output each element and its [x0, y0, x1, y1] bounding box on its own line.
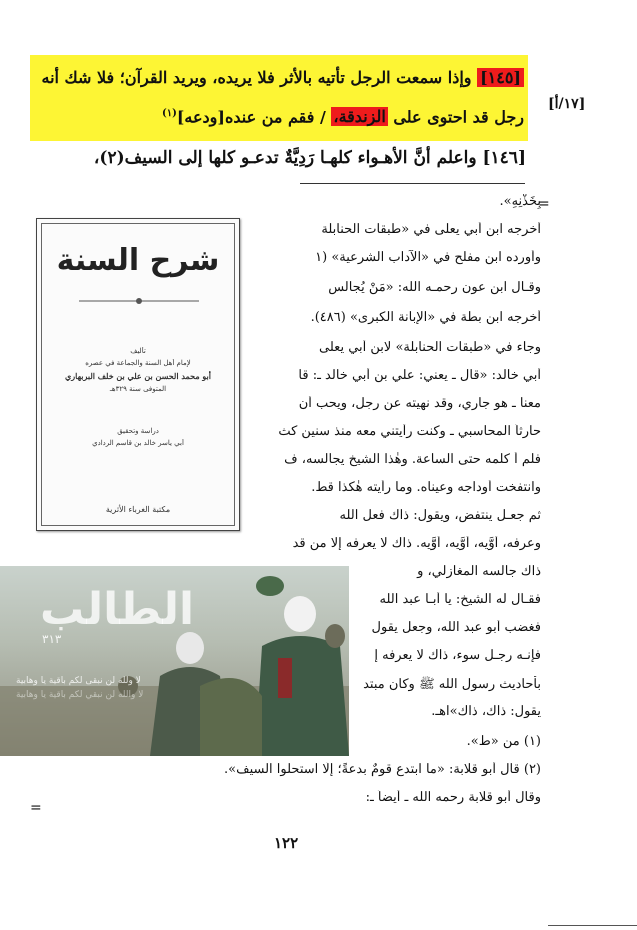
footnote-line: أبي خالد: «قال ـ يعني: علي بن أبي خالد ـ: قا — [298, 368, 541, 383]
footnote-separator — [300, 183, 525, 184]
footnote-1: (١) من «ط». — [466, 734, 541, 749]
footnote-line: فإنـه رجـل سوء، ذاك لا يعرفه إ — [374, 648, 541, 663]
footnote-line: وجاء في «طبقات الحنابلة» لابن أبي يعلى — [319, 340, 541, 355]
footnote-ref-1: (١) — [162, 108, 177, 119]
footnote-line: فغضب أبو عبد الله، وجعل يقول — [371, 620, 541, 635]
book-title: شرح السنة — [56, 243, 220, 278]
footnote-line: بِخَذْنِهِ». — [499, 194, 541, 209]
footnote-line: أخرجه ابن أبي يعلى في «طبقات الحنابلة — [321, 222, 541, 237]
book-cover-line: لإمام أهل السنة والجماعة في عصره — [85, 359, 191, 367]
book-cover-author: أبو محمد الحسن بن علي بن خلف البربهاري — [65, 371, 211, 381]
watermark-logo: الطالب — [40, 584, 195, 635]
footnote-line: معنا ـ هو جاري، وقد نهيته عن رجل، ويحب أن — [298, 396, 541, 411]
book-cover-publisher: مكتبة الغرباء الأثرية — [105, 505, 171, 514]
footnote-line: أخرجه ابن بطة في «الإبانة الكبرى» (٤٨٦). — [310, 310, 541, 325]
paragraph-number-145: [١٤٥] — [477, 68, 524, 87]
continuation-mark-bottom: = — [30, 800, 42, 816]
book-cover-line: دراسة وتحقيق — [117, 427, 159, 435]
page-number: ١٢٢ — [274, 834, 299, 852]
footnote-line: وانتفخت أوداجه وعيناه. وما رأيته هٰكذا قط. — [311, 480, 541, 495]
highlighted-word-zandaqa: الزندقة، — [333, 107, 386, 127]
footnote-line: فقـال له الشيخ: يا أبـا عبد الله — [379, 592, 541, 607]
paragraph-146: [١٤٦] واعلم أنَّ الأهـواء كلهـا رَدِيَّةٌ تدعـو كلها إلى السيف(٢)، — [93, 148, 526, 168]
continuation-mark-top: = — [538, 196, 550, 212]
paragraph-145 — [36, 60, 524, 135]
footnote-line: يقول: ذاك، ذاك»اهـ. — [431, 704, 541, 719]
watermark-caption: لا ولله لن نبقى لكم باقية يا وهابية — [16, 676, 141, 686]
footnote-2-continued: وقال أبو قلابة رحمه الله ـ أيضاً ـ: — [365, 790, 541, 805]
ornament-divider-icon — [77, 295, 201, 307]
footnote-line: حارثاً المحاسبي ـ وكنت رأيتني معه منذ سنين كث — [278, 424, 541, 439]
book-cover-editor: أبي ياسر خالد بن قاسم الردادي — [92, 439, 184, 447]
footnote-line: وقـال ابن عون رحمـه الله: «مَنْ يُجالس — [328, 280, 541, 295]
footnote-line: بأحاديث رسول الله ﷺ وكان مبتد — [363, 677, 541, 692]
footnote-line: فلم أ كلمه حتى الساعة. وهٰذا الشيخ يجالسه، ف — [284, 452, 541, 467]
book-cover-image — [36, 218, 240, 531]
paragraph-145-text-b: / فقم من عنده[ودعه] — [176, 107, 332, 127]
book-cover-line: المتوفى سنة ٣٢٩هـ — [109, 385, 167, 393]
footnote-2: (٢) قال أبو قلابة: «ما ابتدع قومٌ بدعةً؛ إلَّا استحلوا السيف». — [224, 762, 541, 777]
margin-manuscript-reference: [١٧/أ] — [548, 96, 586, 112]
paragraph-145-text-a: وإذا سمعت الرجل تأتيه بالأثر فلا يريده، ويريد القرآن؛ فلا شك أنه رجل قد احتوى على — [41, 68, 524, 127]
watermark-caption: لا والله لن نبقي لكم باقية يا وهابية — [16, 690, 144, 700]
overlay-photo — [0, 566, 349, 756]
footnote-line: وأورده ابن مفلح في «الآداب الشرعية» (١ — [315, 250, 541, 265]
footnote-line: ذاك جالسه المغازلي، و — [417, 564, 541, 579]
book-cover-line: تأليف — [130, 347, 146, 355]
watermark-number: ٣١٣ — [42, 632, 62, 646]
page-edge-line — [548, 925, 637, 926]
footnote-line: وعرفه، أوَّيه، أوَّيه، أوَّيه. ذاك لا يعرفه إلا من قد — [292, 536, 541, 551]
footnote-line: ثم جعـل ينتفض، ويقول: ذاك فعل الله — [339, 508, 541, 523]
